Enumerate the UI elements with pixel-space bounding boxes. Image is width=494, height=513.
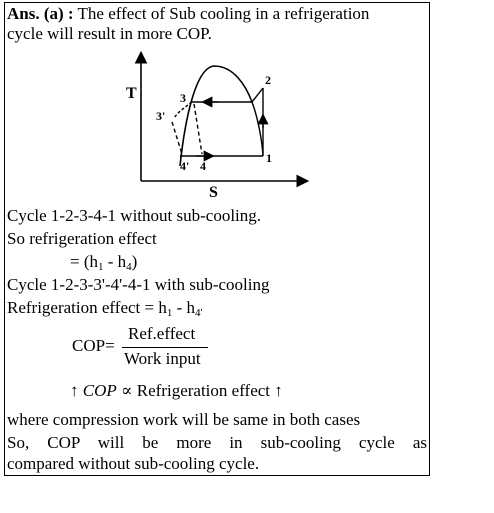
y-axis-label: T — [126, 85, 137, 102]
conclusion-line-3: compared without sub-cooling cycle. — [7, 454, 260, 473]
intro-text: The effect of Sub cooling in a refrigeration — [77, 4, 370, 23]
body-line-1: Cycle 1-2-3-4-1 without sub-cooling. — [7, 206, 262, 225]
point-label-4: 4 — [200, 159, 206, 173]
body-line-4: Cycle 1-2-3-3'-4'-4-1 with sub-cooling — [7, 275, 270, 294]
point-label-3prime: 3' — [156, 109, 166, 123]
propto-symbol: ∝ — [121, 381, 133, 400]
intro-line-1 — [7, 4, 369, 24]
throttle-subcooled — [172, 122, 182, 154]
x-axis-label: S — [209, 184, 218, 198]
proportionality-statement — [70, 381, 283, 401]
cop-numerator: Ref.effect — [128, 324, 196, 343]
body-line-3: = $(h_1 - h_4)$ — [70, 252, 138, 273]
answer-label: Ans. (a) : — [7, 4, 74, 23]
cop-formula-lhs: COP= — [72, 336, 115, 355]
superheat-line — [252, 88, 263, 102]
up-arrow-left: ↑ — [70, 381, 79, 400]
point-label-2: 2 — [265, 73, 271, 87]
point-label-4prime: 4' — [180, 159, 190, 173]
fraction-bar — [122, 347, 208, 348]
point-label-3: 3 — [180, 91, 186, 105]
throttle-normal — [194, 104, 202, 154]
ts-diagram — [118, 48, 318, 198]
cop-denominator: Work input — [124, 349, 201, 368]
body-line-5: Refrigeration effect = $h_1 - h_{4'}$ — [7, 298, 203, 319]
conclusion-line-2: So, COP will be more in sub-cooling cycle as — [7, 433, 427, 452]
saturation-dome — [180, 66, 252, 166]
body-line-2: So refrigeration effect — [7, 229, 157, 248]
refrigeration-effect-text: Refrigeration effect — [136, 381, 271, 400]
intro-line-2: cycle will result in more COP. — [7, 24, 212, 43]
conclusion-line-1: where compression work will be same in both cases — [7, 410, 361, 429]
up-arrow-right: ↑ — [274, 381, 283, 400]
cop-symbol: COP — [82, 381, 117, 400]
point-label-1: 1 — [266, 151, 272, 165]
